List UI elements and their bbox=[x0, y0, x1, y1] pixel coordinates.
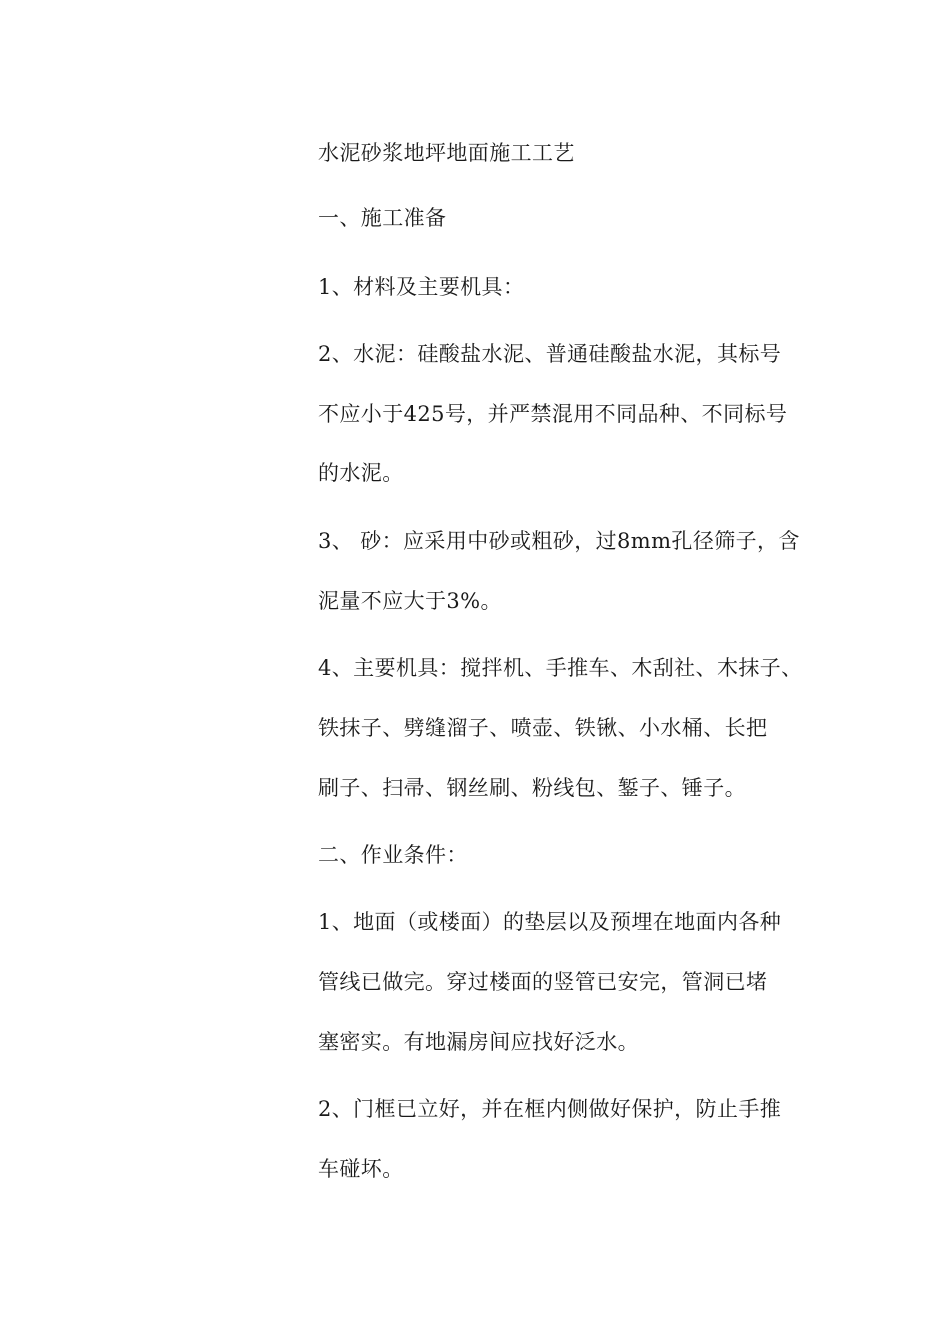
text-line: 3、 砂：应采用中砂或粗砂，过8mm孔径筛子，含 bbox=[318, 529, 800, 553]
document-title: 水泥砂浆地坪地面施工工艺 bbox=[318, 141, 575, 165]
text-line: 2、水泥：硅酸盐水泥、普通硅酸盐水泥，其标号 bbox=[318, 342, 782, 366]
text-line: 不应小于425号，并严禁混用不同品种、不同标号 bbox=[318, 402, 788, 426]
text-line: 4、主要机具：搅拌机、手推车、木刮社、木抹子、 bbox=[318, 656, 803, 680]
text-line: 车碰坏。 bbox=[318, 1157, 404, 1181]
text-line: 的水泥。 bbox=[318, 461, 404, 485]
text-line: 塞密实。有地漏房间应找好泛水。 bbox=[318, 1030, 639, 1054]
section-heading-preparation: 一、施工准备 bbox=[318, 206, 447, 230]
text-line: 泥量不应大于3%。 bbox=[318, 589, 502, 613]
section-heading-conditions: 二、作业条件： bbox=[318, 843, 468, 867]
text-line: 1、材料及主要机具： bbox=[318, 275, 525, 299]
text-line: 管线已做完。穿过楼面的竖管已安完，管洞已堵 bbox=[318, 970, 768, 994]
text-line: 1、地面（或楼面）的垫层以及预埋在地面内各种 bbox=[318, 910, 782, 934]
text-line: 刷子、扫帚、钢丝刷、粉线包、錾子、锤子。 bbox=[318, 776, 746, 800]
text-line: 2、门框已立好，并在框内侧做好保护，防止手推 bbox=[318, 1097, 782, 1121]
text-line: 铁抹子、劈缝溜子、喷壶、铁锹、小水桶、长把 bbox=[318, 716, 768, 740]
